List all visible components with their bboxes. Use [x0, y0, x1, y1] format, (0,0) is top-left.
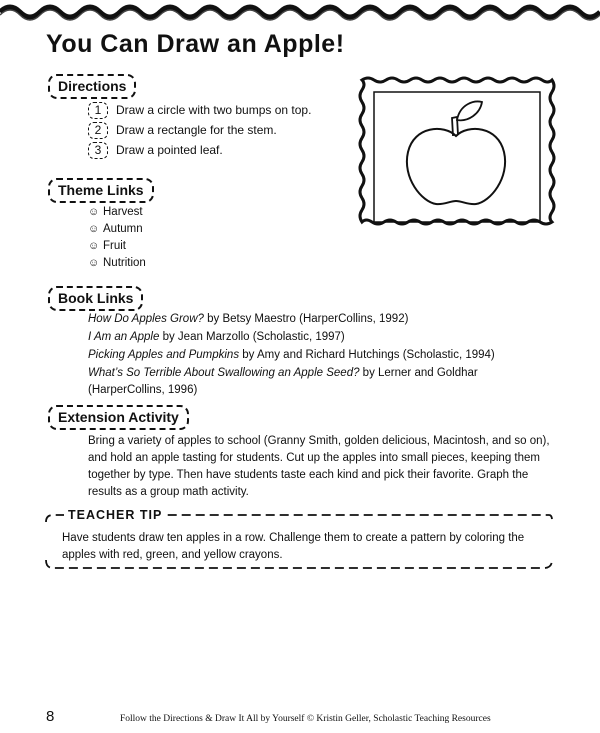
step-3 — [88, 142, 223, 159]
step-text: Draw a rectangle for the stem. — [116, 123, 277, 137]
book-title: What’s So Terrible About Swallowing an Apple Seed? — [88, 367, 360, 379]
smiley-icon: ☺ — [88, 240, 100, 252]
book-details: by Lerner and Goldhar (HarperCollins, 1996) — [88, 367, 478, 396]
theme-item — [88, 206, 143, 218]
book-entry — [88, 365, 488, 399]
smiley-icon: ☺ — [88, 223, 100, 235]
theme-links-heading: Theme Links — [48, 178, 154, 203]
smiley-icon: ☺ — [88, 206, 100, 218]
step-number: 2 — [88, 122, 108, 139]
top-wave-border — [0, 0, 600, 24]
apple-icon — [407, 102, 505, 205]
book-entry — [88, 329, 345, 346]
teacher-tip-heading: TEACHER TIP — [64, 508, 166, 522]
book-details: by Amy and Richard Hutchings (Scholastic, 1994) — [239, 349, 495, 361]
theme-item-label: Autumn — [103, 223, 143, 235]
directions-heading: Directions — [48, 74, 136, 99]
theme-item-label: Harvest — [103, 206, 143, 218]
step-text: Draw a pointed leaf. — [116, 143, 223, 157]
footer-credit: Follow the Directions & Draw It All by Yourself © Kristin Geller, Scholastic Teaching Resources — [120, 714, 491, 724]
smiley-icon: ☺ — [88, 257, 100, 269]
page-number: 8 — [46, 708, 55, 725]
apple-drawing-frame — [356, 74, 558, 240]
book-details: by Jean Marzollo (Scholastic, 1997) — [159, 331, 345, 343]
theme-item-label: Fruit — [103, 240, 126, 252]
book-details: by Betsy Maestro (HarperCollins, 1992) — [203, 313, 409, 325]
extension-activity-text: Bring a variety of apples to school (Granny Smith, golden delicious, Macintosh, and so on), and hold an apple tasting for students. Cut up the apples into small pieces, keeping them together by type. Then have students taste each kind and pick their favorite. Graph the results as a group math activity. — [88, 435, 550, 498]
step-2 — [88, 122, 277, 139]
book-title: Picking Apples and Pumpkins — [88, 349, 240, 361]
extension-activity-heading: Extension Activity — [48, 405, 189, 430]
book-entry — [88, 311, 408, 328]
book-entry — [88, 347, 495, 364]
book-title: How Do Apples Grow? — [88, 313, 204, 325]
teacher-tip-text: Have students draw ten apples in a row. Challenge them to create a pattern by coloring the apples with red, green, and yellow crayons. — [62, 532, 525, 561]
book-title: I Am an Apple — [88, 331, 160, 343]
theme-item-label: Nutrition — [103, 257, 146, 269]
step-number: 3 — [88, 142, 108, 159]
step-1 — [88, 102, 311, 119]
book-links-heading: Book Links — [48, 286, 143, 311]
theme-item — [88, 223, 143, 235]
theme-item — [88, 240, 126, 252]
step-number: 1 — [88, 102, 108, 119]
theme-item — [88, 257, 146, 269]
page-title: You Can Draw an Apple! — [46, 30, 345, 58]
step-text: Draw a circle with two bumps on top. — [116, 103, 312, 117]
